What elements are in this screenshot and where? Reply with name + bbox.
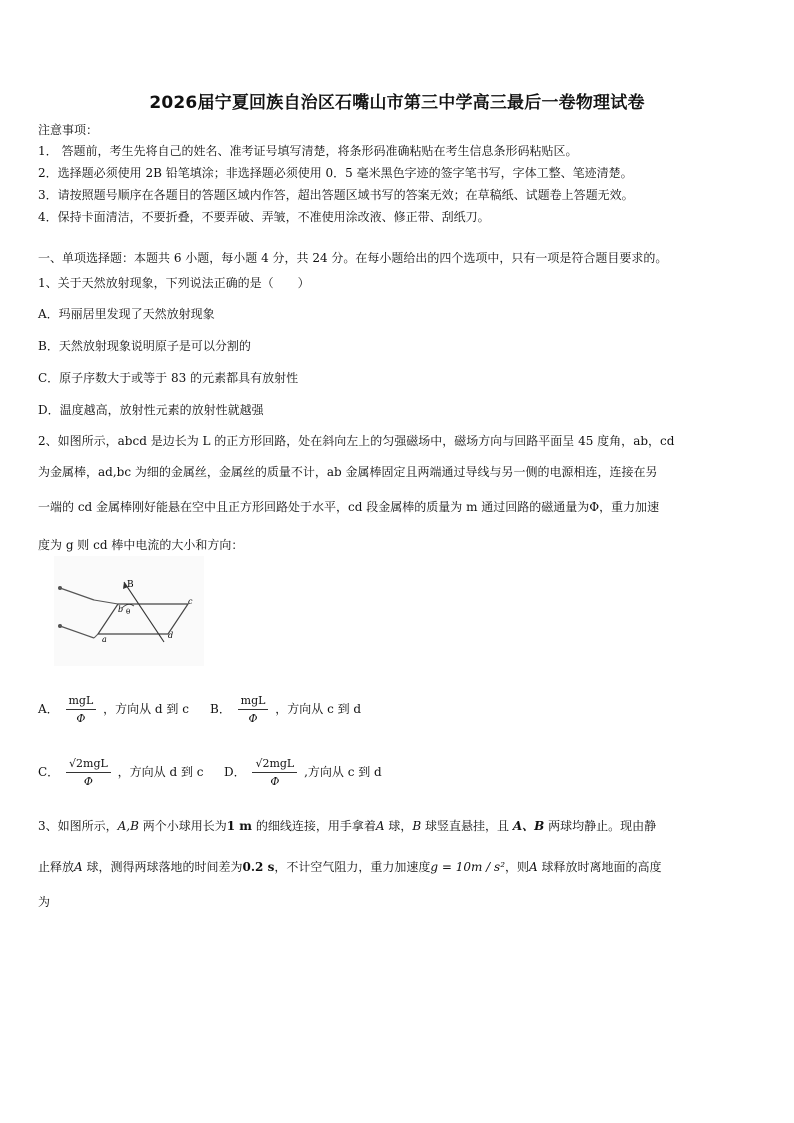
text-run: 球， (384, 819, 413, 833)
math-var: A,B (117, 819, 139, 833)
fraction-denominator: Φ (270, 775, 280, 788)
question-2-choice-c (38, 757, 204, 788)
fraction-numerator: mgL (238, 694, 269, 710)
choice-label: C． (38, 765, 60, 779)
label-b-field: B (127, 580, 134, 590)
text-run: ，不计空气阻力，重力加速度 (274, 860, 431, 874)
fraction-numerator: mgL (66, 694, 97, 710)
question-2-line: 为金属棒，ad,bc 为细的金属丝，金属丝的质量不计，ab 金属棒固定且两端通过导线与另一侧的电源相连，连接在另 (38, 465, 658, 479)
fraction-denominator: Φ (76, 712, 86, 725)
section-heading: 一、单项选择题：本题共 6 小题，每小题 4 分，共 24 分。在每小题给出的四个选项中，只有一项是符合题目要求的。 (38, 251, 668, 265)
question-2-choice-a (38, 694, 189, 725)
notice-item: 4．保持卡面清洁，不要折叠，不要弄破、弄皱，不准使用涂改液、修正带、刮纸刀。 (38, 210, 490, 224)
question-3-line (38, 858, 662, 875)
label-theta: θ (126, 608, 131, 616)
fraction (66, 694, 97, 725)
question-1-option-d: D．温度越高，放射性元素的放射性就越强 (38, 403, 264, 417)
question-2-choice-b (210, 694, 361, 725)
text-run: 球竖直悬挂，且 (421, 819, 513, 833)
page-title: 2026届宁夏回族自治区石嘴山市第三中学高三最后一卷物理试卷 (149, 93, 645, 113)
question-1-option-c: C．原子序数大于或等于 83 的元素都具有放射性 (38, 371, 299, 385)
fraction (66, 757, 111, 788)
math-var: B (412, 819, 422, 833)
math-var: A、B (512, 819, 545, 833)
question-1-option-a: A．玛丽居里发现了天然放射现象 (38, 307, 215, 321)
math-formula: g = 10m / s² (430, 860, 505, 874)
notice-item: 1． 答题前，考生先将自己的姓名、准考证号填写清楚，将条形码准确粘贴在考生信息条形码粘贴区。 (38, 144, 578, 158)
text-run: ，则 (505, 860, 530, 874)
fraction-numerator: √2mgL (66, 757, 111, 773)
question-3-line: 为 (38, 895, 51, 909)
choice-label: B． (210, 702, 231, 716)
fraction (252, 757, 297, 788)
math-value: 0.2 s (242, 860, 275, 874)
label-a: a (102, 635, 107, 644)
question-1-stem: 1、关于天然放射现象，下列说法正确的是（ ） (38, 276, 310, 290)
choice-label: D． (224, 765, 246, 779)
question-2-line: 2、如图所示，abcd 是边长为 L 的正方形回路，处在斜向左上的匀强磁场中，磁场方向与回路平面呈 45 度角，ab，cd (38, 434, 675, 448)
question-3-line (38, 817, 656, 834)
text-run: 两球均静止。现由静 (544, 819, 657, 833)
notice-item: 3．请按照题号顺序在各题目的答题区域内作答，超出答题区域书写的答案无效；在草稿纸、试题卷上答题无效。 (38, 188, 634, 202)
label-d: d (168, 631, 174, 640)
choice-text: ,方向从 c 到 d (304, 765, 382, 779)
choice-text: ，方向从 c 到 d (275, 702, 362, 716)
question-2-figure (54, 556, 204, 666)
question-2-line: 一端的 cd 金属棒刚好能悬在空中且正方形回路处于水平，cd 段金属棒的质量为 m 通过回路的磁通量为Φ，重力加速 (38, 500, 660, 514)
notice-heading: 注意事项： (38, 123, 99, 137)
math-var: A (74, 860, 83, 874)
label-b: b (118, 605, 124, 614)
fraction-denominator: Φ (83, 775, 93, 788)
text-run: 止释放 (38, 860, 75, 874)
choice-label: A． (38, 702, 59, 716)
text-run: 3、如图所示， (38, 819, 118, 833)
text-run: 的细线连接，用手拿着 (252, 819, 376, 833)
question-1-option-b: B．天然放射现象说明原子是可以分割的 (38, 339, 251, 353)
question-2-choice-d (224, 757, 382, 788)
fraction-denominator: Φ (248, 712, 258, 725)
choice-text: ，方向从 d 到 c (103, 702, 189, 716)
fraction-numerator: √2mgL (252, 757, 297, 773)
math-value: 1 m (226, 819, 253, 833)
choice-text: ，方向从 d 到 c (117, 765, 204, 779)
text-run: 球释放时离地面的高度 (537, 860, 662, 874)
question-2-line: 度为 g 则 cd 棒中电流的大小和方向： (38, 538, 244, 552)
math-var: A (529, 860, 538, 874)
text-run: 两个小球用长为 (138, 819, 227, 833)
fraction (238, 694, 269, 725)
math-var: A (375, 819, 385, 833)
terminal-dot (58, 624, 62, 628)
terminal-dot (58, 586, 62, 590)
label-c: c (188, 597, 193, 606)
notice-item: 2．选择题必须使用 2B 铅笔填涂；非选择题必须使用 0．5 毫米黑色字迹的签字笔书写，字体工整、笔迹清楚。 (38, 166, 633, 180)
text-run: 球，测得两球落地的时间差为 (82, 860, 243, 874)
